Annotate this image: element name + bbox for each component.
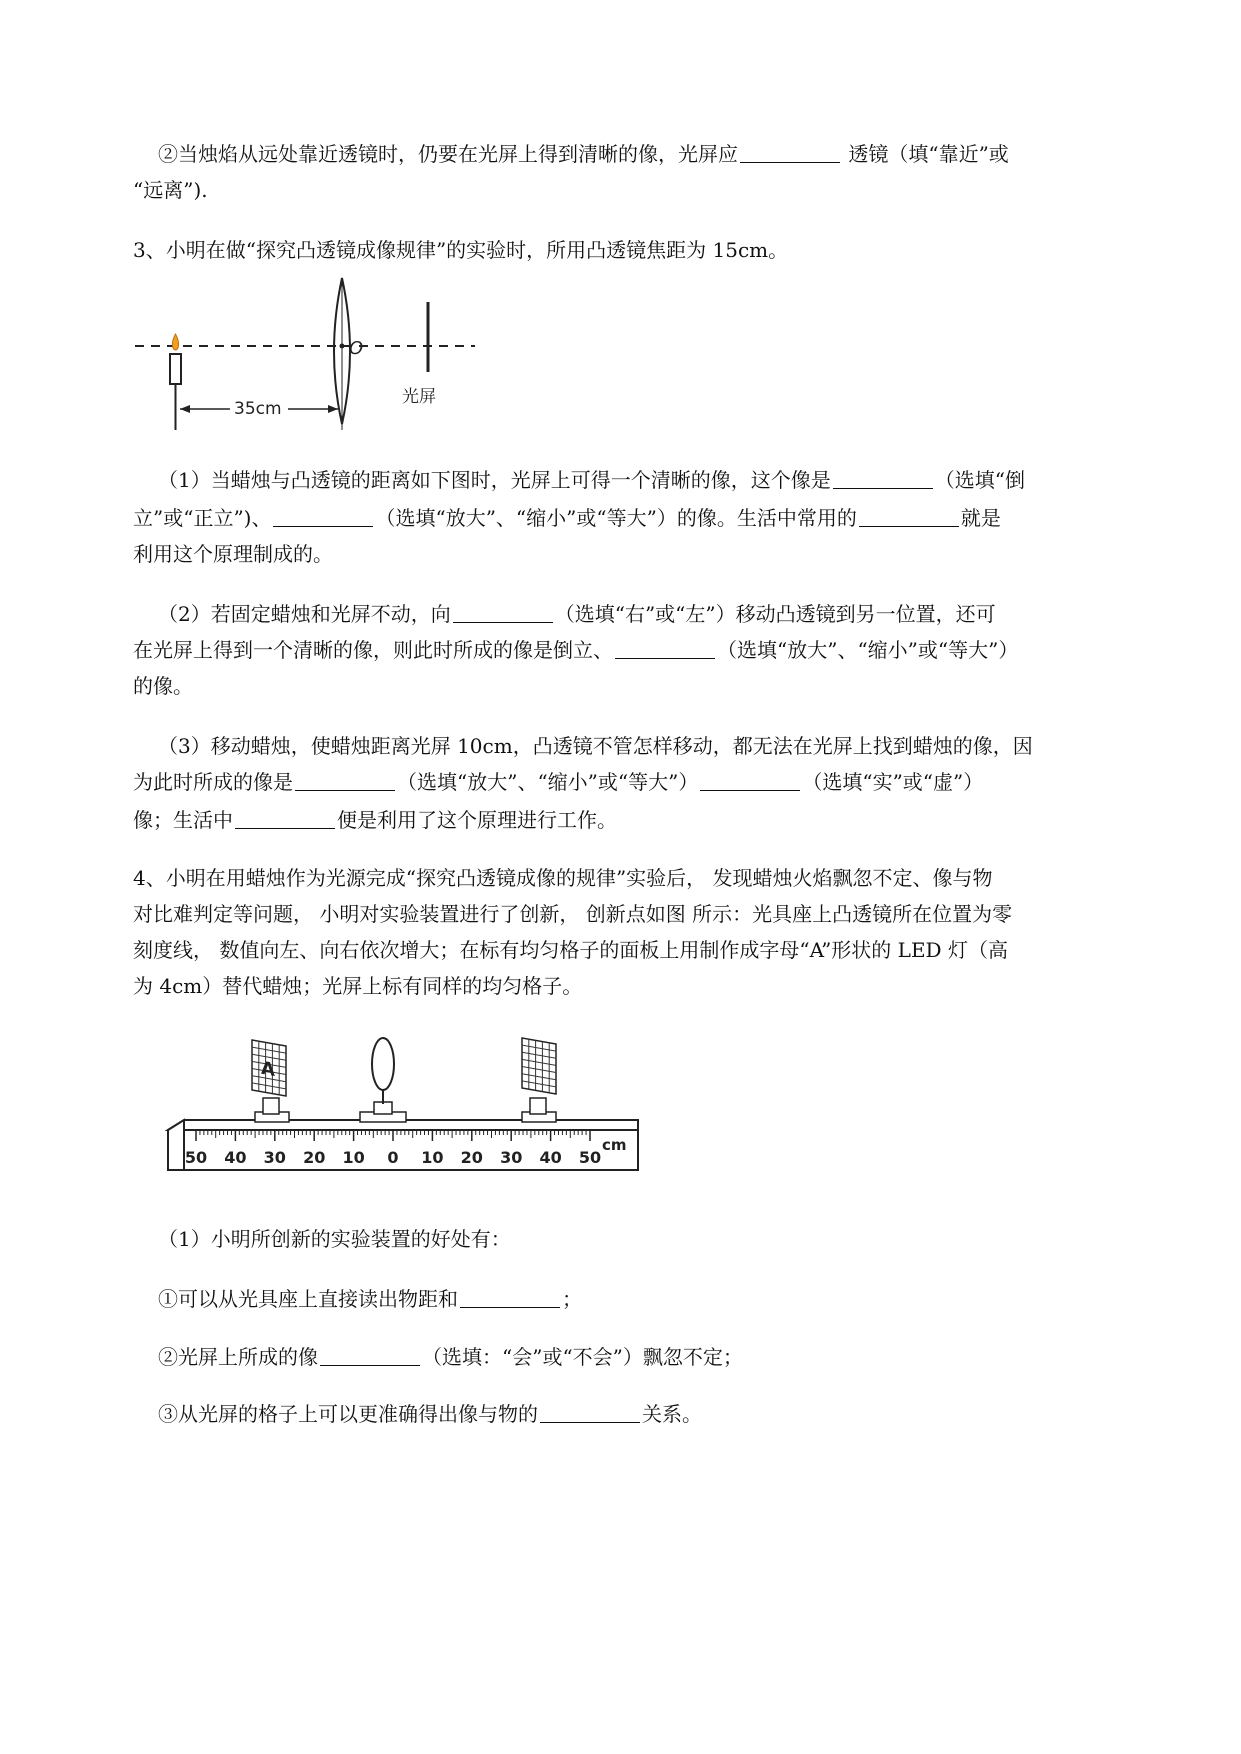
q2-text-b: 透镜（填“靠近”或 [842, 142, 1009, 166]
distance-label: 35cm [234, 399, 282, 419]
answer-blank[interactable] [833, 468, 933, 489]
answer-blank[interactable] [273, 506, 373, 527]
q3-p1-text: （1）当蜡烛与凸透镜的距离如下图时，光屏上可得一个清晰的像，这个像是 [158, 468, 831, 492]
q4-s1: （1）小明所创新的实验装置的好处有： [158, 1227, 511, 1251]
q4-line-4: 为 4cm）替代蜡烛；光屏上标有同样的均匀格子。 [133, 974, 583, 998]
bench-tick-label: 0 [387, 1148, 399, 1167]
q3-p3-line-1: （3）移动蜡烛，使蜡烛距离光屏 10cm，凸透镜不管怎样移动，都无法在光屏上找到蜡烛的像，因 [158, 734, 1033, 758]
q3-p2-text: （2）若固定蜡烛和光屏不动，向 [158, 602, 451, 626]
answer-blank[interactable] [740, 142, 840, 163]
q4-line-3: 刻度线， 数值向左、向右依次增大；在标有均匀格子的面板上用制作成字母“A”形状的 LED 灯（高 [133, 938, 1008, 962]
q3-p1-line-3: 利用这个原理制成的。 [133, 542, 333, 566]
q3-p1-line-2 [133, 504, 1001, 532]
q4-s3-text: ②光屏上所成的像 [158, 1345, 318, 1369]
q3-p3-text: （选填“实”或“虚”） [802, 770, 984, 794]
bench-tick-label: 50 [578, 1148, 602, 1167]
answer-blank[interactable] [295, 770, 395, 791]
answer-blank[interactable] [320, 1345, 420, 1366]
answer-blank[interactable] [460, 1287, 560, 1308]
answer-blank[interactable] [615, 638, 715, 659]
q3-p3-text: 为此时所成的像是 [133, 770, 293, 794]
q3-p3-text: 便是利用了这个原理进行工作。 [337, 808, 617, 832]
q4-s2 [158, 1285, 582, 1313]
q4-s4-text: 关系。 [642, 1402, 702, 1426]
bench-tick-label: 40 [539, 1148, 562, 1167]
bench-tick-label: 20 [460, 1148, 483, 1167]
bench-tick-label: 10 [342, 1148, 365, 1167]
q3-p1-text: （选填“倒 [934, 468, 1025, 492]
lens-center-label: O [349, 338, 364, 359]
q3-p1-text: （选填“放大”、“缩小”或“等大”）的像。生活中常用的 [375, 506, 857, 530]
q4-s2-text: ； [562, 1287, 582, 1311]
q3-p3-text: （选填“放大”、“缩小”或“等大”） [397, 770, 699, 794]
q4-s3 [158, 1343, 743, 1371]
q3-p3-text: 像；生活中 [133, 808, 233, 832]
q3-p2-line-1 [158, 600, 996, 628]
q3-intro: 3、小明在做“探究凸透镜成像规律”的实验时，所用凸透镜焦距为 15cm。 [133, 238, 789, 262]
q3-p1-text: 就是 [960, 506, 1001, 530]
screen-label: 光屏 [402, 387, 436, 407]
q4-s3-text: （选填：“会”或“不会”）飘忽不定； [422, 1345, 743, 1369]
q4-s4-text: ③从光屏的格子上可以更准确得出像与物的 [158, 1402, 538, 1426]
answer-blank[interactable] [453, 602, 553, 623]
bench-tick-label: 40 [224, 1148, 247, 1167]
bench-tick-label: 30 [500, 1148, 523, 1167]
q4-s4 [158, 1400, 702, 1428]
q3-p3-line-2 [133, 768, 983, 796]
led-letter: A [261, 1057, 275, 1082]
lens-setup-figure [130, 272, 490, 442]
bench-tick-label: 50 [184, 1148, 208, 1167]
q3-p2-line-2 [133, 636, 1018, 664]
bench-tick-label: 10 [421, 1148, 444, 1167]
bench-tick-label: 20 [303, 1148, 326, 1167]
q3-p1-line-1 [158, 466, 1025, 494]
led-grid-panel [252, 1040, 286, 1096]
q3-p3-line-3 [133, 806, 617, 834]
optical-bench-figure [160, 1032, 650, 1182]
screen-grid-panel [522, 1038, 556, 1094]
answer-blank[interactable] [859, 506, 959, 527]
q4-s2-text: ①可以从光具座上直接读出物距和 [158, 1287, 458, 1311]
q2-text-a: ②当烛焰从远处靠近透镜时，仍要在光屏上得到清晰的像，光屏应 [158, 142, 738, 166]
q3-p2-text: 在光屏上得到一个清晰的像，则此时所成的像是倒立、 [133, 638, 613, 662]
q3-p2-line-3: 的像。 [133, 674, 193, 698]
q3-p2-text: （选填“右”或“左”）移动凸透镜到另一位置，还可 [554, 602, 996, 626]
answer-blank[interactable] [235, 808, 335, 829]
bench-tick-label: 30 [263, 1148, 286, 1167]
q4-line-1: 4、小明在用蜡烛作为光源完成“探究凸透镜成像的规律”实验后， 发现蜡烛火焰飘忽不定、像与物 [133, 866, 993, 890]
answer-blank[interactable] [540, 1402, 640, 1423]
answer-blank[interactable] [700, 770, 800, 791]
q2-line-2: “远离”). [133, 178, 208, 202]
q2-line-1 [158, 140, 1009, 168]
q4-line-2: 对比难判定等问题， 小明对实验装置进行了创新， 创新点如图 所示：光具座上凸透镜所在位置为零 [133, 902, 1013, 926]
unit-label: cm [602, 1136, 627, 1154]
convex-lens [372, 1038, 394, 1090]
q3-p2-text: （选填“放大”、“缩小”或“等大”） [717, 638, 1019, 662]
q3-p1-text: 立”或“正立”)、 [133, 506, 272, 530]
candle-body [170, 354, 181, 384]
candle-flame [172, 334, 178, 350]
